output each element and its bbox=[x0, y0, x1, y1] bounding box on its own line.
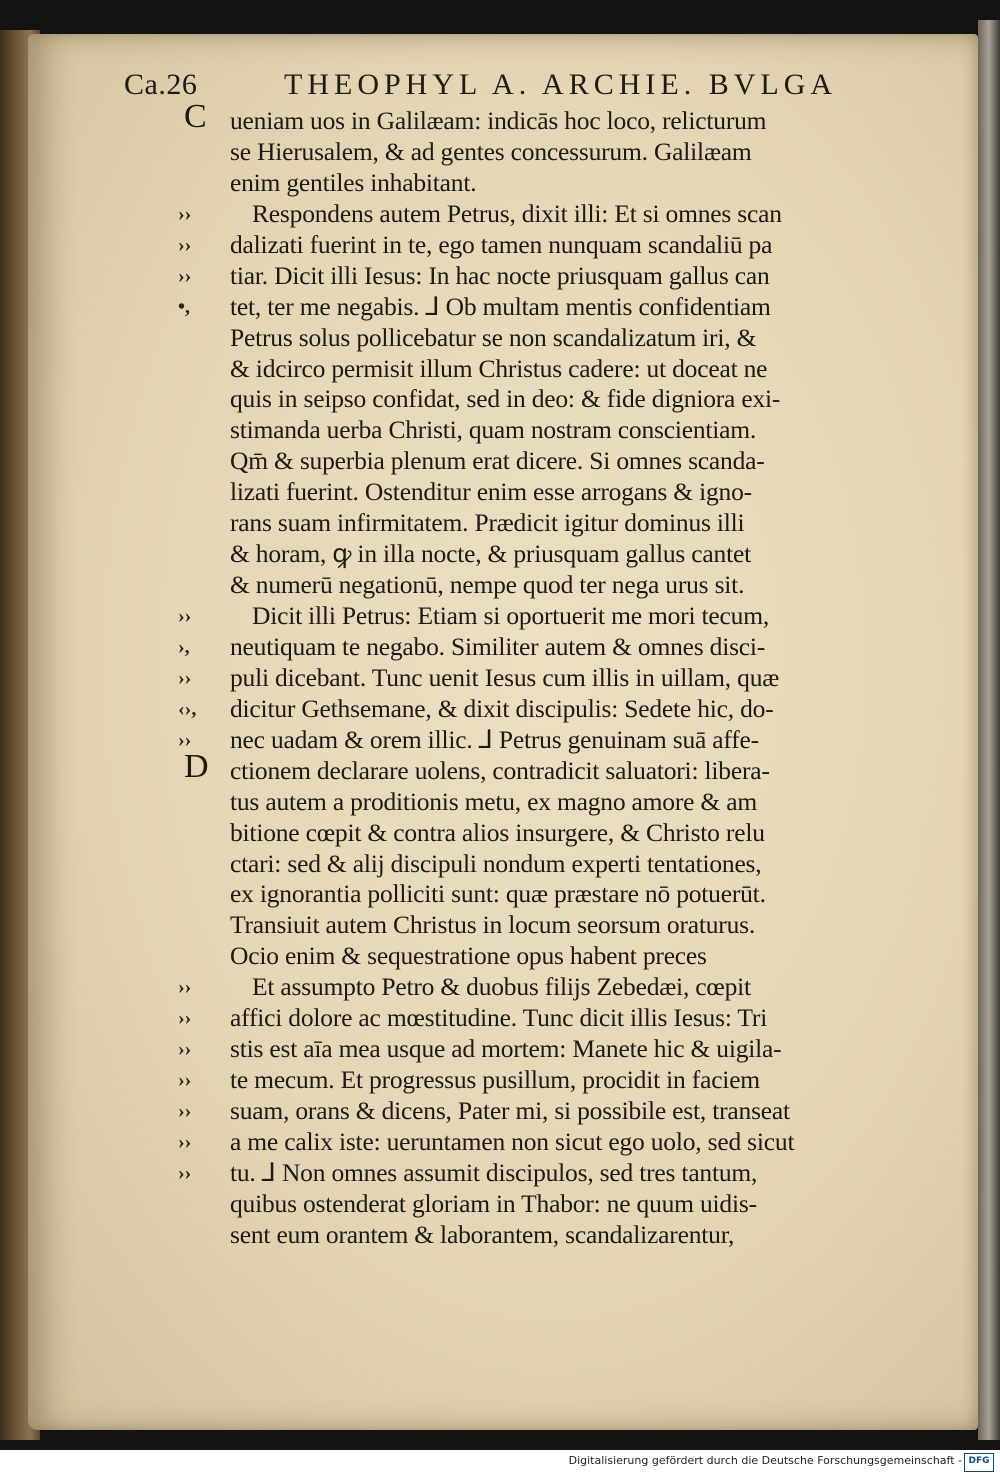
text-line: & idcirco permisit illum Christus cadere: ut doceat ne bbox=[230, 353, 768, 383]
text-line: neutiquam te negabo. Similiter autem & omnes disci- bbox=[230, 631, 766, 661]
text-line: ueniam uos in Galilæam: indicās hoc loco, relicturum bbox=[230, 106, 767, 135]
text-line: quibus ostenderat gloriam in Thabor: ne quum uidis- bbox=[230, 1188, 757, 1218]
running-title: THEOPHYL A. ARCHIE. BVLGA bbox=[284, 68, 838, 101]
text-line: ctionem declarare uolens, contradicit saluatori: libera- bbox=[230, 755, 770, 785]
margin-mark bbox=[178, 168, 218, 199]
text-line: suam, orans & dicens, Pater mi, si possibile est, transeat bbox=[230, 1096, 790, 1125]
text-line: lizati fuerint. Ostenditur enim esse arrogans & igno- bbox=[230, 477, 752, 507]
text-line: Petrus solus pollicebatur se non scandalizatum iri, & bbox=[230, 322, 757, 352]
margin-mark bbox=[178, 323, 218, 354]
margin-mark: ›› bbox=[178, 1069, 192, 1092]
section-letter: C bbox=[184, 98, 207, 135]
text-line: Et assumpto Petro & duobus filijs Zebedæi, cœpit bbox=[252, 972, 751, 1002]
margin-mark: ›, bbox=[178, 635, 190, 658]
margin-mark bbox=[178, 1189, 218, 1220]
text-line: stis est aīa mea usque ad mortem: Manete hic & uigila- bbox=[230, 1034, 782, 1064]
margin-mark: ›› bbox=[178, 202, 192, 225]
body-text bbox=[230, 106, 920, 1251]
text-line: tu. ⅃ Non omnes assumit discipulos, sed tres tantum, bbox=[230, 1157, 758, 1187]
text-line: ex ignorantia polliciti sunt: quæ præstare nō potuerūt. bbox=[230, 879, 766, 909]
margin-mark bbox=[178, 849, 218, 880]
margin-mark bbox=[178, 137, 218, 168]
text-line: Dicit illi Petrus: Etiam si oportuerit me mori tecum, bbox=[252, 601, 770, 630]
margin-mark: ›› bbox=[178, 666, 192, 689]
text-line: bitione cœpit & contra alios insurgere, & Christo relu bbox=[230, 817, 765, 847]
text-line: enim gentiles inhabitant. bbox=[230, 167, 477, 197]
margin-mark: ›› bbox=[178, 1100, 192, 1122]
text-line: dicitur Gethsemane, & dixit discipulis: Sedete hic, do- bbox=[230, 693, 774, 723]
text-line: Transiuit autem Christus in locum seorsum oraturus. bbox=[230, 910, 756, 940]
margin-mark: ›› bbox=[178, 233, 192, 256]
text-line: tiar. Dicit illi Iesus: In hac nocte priusquam gallus can bbox=[230, 260, 770, 290]
text-line: tus autem a proditionis metu, ex magno amore & am bbox=[230, 786, 757, 816]
margin-mark: ›› bbox=[178, 1007, 192, 1030]
folio-number: Ca.26 bbox=[124, 68, 198, 101]
margin-mark bbox=[178, 570, 218, 601]
margin-mark bbox=[178, 941, 218, 972]
margin-mark: ›› bbox=[178, 1038, 192, 1061]
text-line: se Hierusalem, & ad gentes concessurum. Galilæam bbox=[230, 136, 752, 166]
margin-mark bbox=[178, 384, 218, 415]
digitization-footer bbox=[0, 1450, 1000, 1474]
margin-mark: ›› bbox=[178, 1130, 192, 1153]
margin-mark bbox=[178, 508, 218, 539]
page-header bbox=[124, 68, 884, 108]
margin-mark bbox=[178, 354, 218, 385]
margin-mark bbox=[178, 446, 218, 477]
funding-credit: Digitalisierung gefördert durch die Deutsche Forschungsgemeinschaft - bbox=[568, 1454, 962, 1467]
text-line: ctari: sed & alij discipuli nondum experti tentationes, bbox=[230, 848, 762, 878]
margin-mark: ‹›, bbox=[178, 697, 197, 720]
text-line: affici dolore ac mœstitudine. Tunc dicit illis Iesus: Tri bbox=[230, 1003, 768, 1033]
text-line: & numerū negationū, nempe quod ter nega urus sit. bbox=[230, 570, 745, 600]
section-letter: D bbox=[184, 747, 209, 785]
margin-mark: ›› bbox=[178, 605, 192, 627]
margin-mark bbox=[178, 879, 218, 910]
margin-mark bbox=[178, 787, 218, 818]
text-line: rans suam infirmitatem. Prædicit igitur dominus illi bbox=[230, 508, 745, 538]
text-line: tet, ter me negabis. ⅃ Ob multam mentis confidentiam bbox=[230, 291, 771, 321]
text-line: quis in seipso confidat, sed in deo: & fide digniora exi- bbox=[230, 384, 781, 414]
dfg-logo: DFG bbox=[964, 1453, 994, 1472]
margin-mark bbox=[178, 910, 218, 941]
margin-mark: ›› bbox=[178, 264, 192, 287]
text-line: stimanda uerba Christi, quam nostram conscientiam. bbox=[230, 415, 757, 445]
text-line: & horam, ꝙ in illa nocte, & priusquam gallus cantet bbox=[230, 539, 751, 569]
text-line: sent eum orantem & laborantem, scandalizarentur, bbox=[230, 1219, 735, 1249]
margin-mark bbox=[178, 818, 218, 849]
page-stack-edge bbox=[978, 20, 1000, 1440]
margin-mark: ›› bbox=[178, 976, 192, 999]
text-line: Qm̄ & superbia plenum erat dicere. Si omnes scanda- bbox=[230, 446, 765, 476]
text-line: Ocio enim & sequestratione opus habent preces bbox=[230, 941, 707, 971]
margin-quotation-marks bbox=[178, 106, 218, 1251]
text-line: dalizati fuerint in te, ego tamen nunquam scandaliū pa bbox=[230, 229, 773, 259]
margin-mark bbox=[178, 539, 218, 570]
margin-mark: ›› bbox=[178, 728, 192, 751]
margin-mark bbox=[178, 415, 218, 446]
margin-mark: •, bbox=[178, 295, 191, 318]
text-line: nec uadam & orem illic. ⅃ Petrus genuinam suā affe- bbox=[230, 724, 759, 754]
text-line: puli dicebant. Tunc uenit Iesus cum illis in uillam, quæ bbox=[230, 662, 780, 692]
text-line: te mecum. Et progressus pusillum, procidit in faciem bbox=[230, 1065, 760, 1095]
margin-mark bbox=[178, 477, 218, 508]
margin-mark: ›› bbox=[178, 1161, 192, 1184]
text-line: Respondens autem Petrus, dixit illi: Et si omnes scan bbox=[252, 198, 782, 228]
margin-mark bbox=[178, 1220, 218, 1251]
text-line: a me calix iste: ueruntamen non sicut ego uolo, sed sicut bbox=[230, 1126, 795, 1156]
